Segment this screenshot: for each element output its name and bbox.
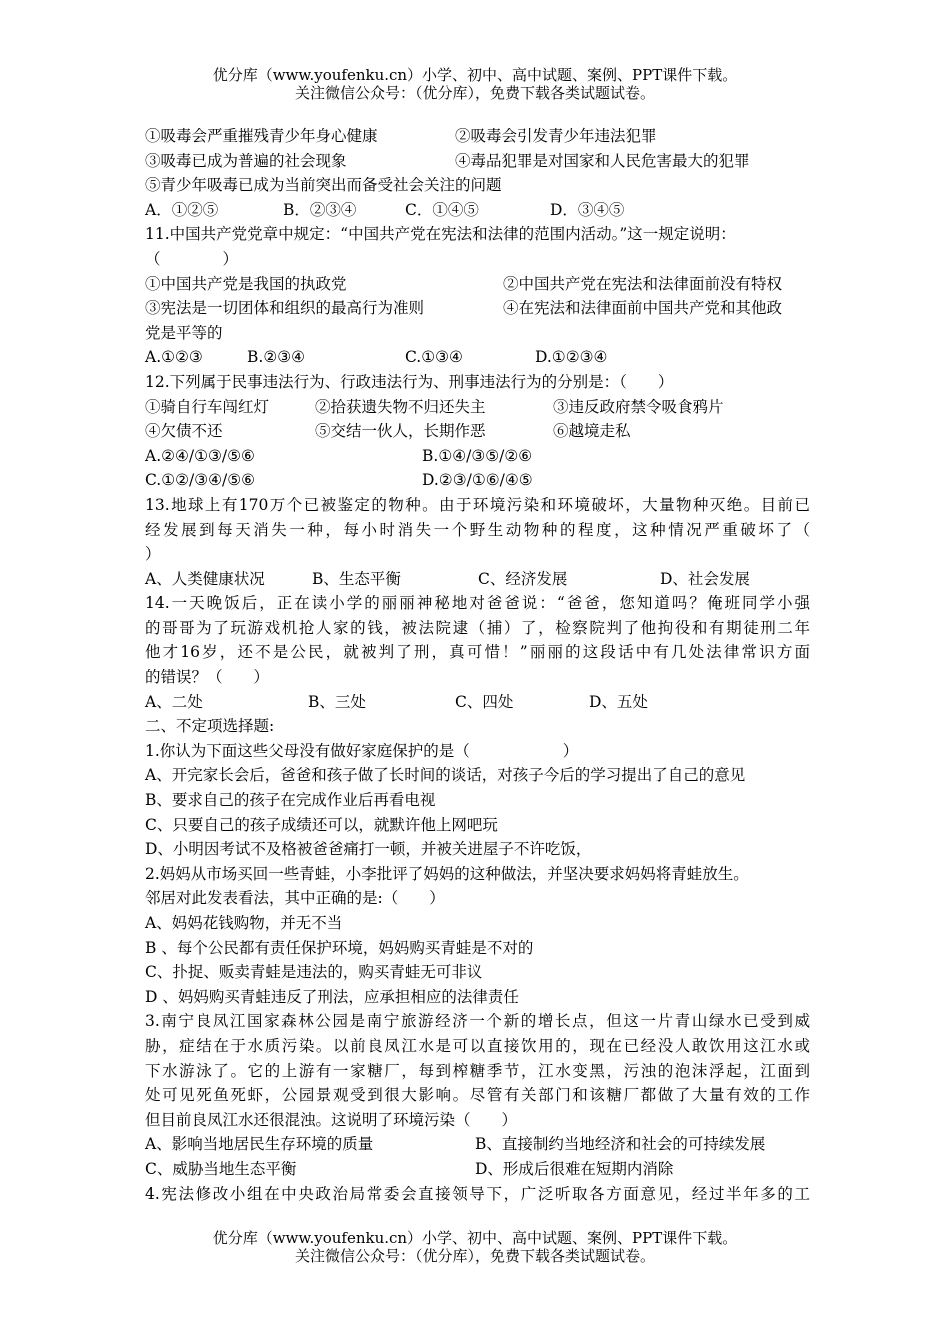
q11-option-4-cont: 党是平等的 — [145, 323, 223, 342]
q10-option-5: ⑤青少年吸毒已成为当前突出而备受社会关注的问题 — [145, 176, 502, 195]
q10-option-4: ④毒品犯罪是对国家和人民危害最大的犯罪 — [455, 151, 750, 170]
q13-stem-line-3: ） — [145, 545, 161, 564]
q10-answers — [145, 198, 810, 223]
s2-q1-option-b: B、要求自己的孩子在完成作业后再看电视 — [145, 791, 436, 810]
q13-answers — [145, 567, 810, 592]
q11-option-4: ④在宪法和法律面前中国共产党和其他政 — [503, 299, 783, 318]
document-body — [145, 124, 810, 1206]
q14-answer-d: D、五处 — [589, 692, 648, 711]
s2-q1-option-d: D、小明因考试不及格被爸爸痛打一顿，并被关进屋子不许吃饭， — [145, 840, 592, 859]
q14-answer-a: A、二处 — [145, 692, 203, 711]
footer-line-2: 关注微信公众号：（优分库），免费下载各类试题试卷。 — [294, 1247, 655, 1265]
q14-stem-line-2: 的哥哥为了玩游戏机抢人家的钱，被法院逮（捕）了，检察院判了他拘役和有期徒刑二年 — [145, 618, 810, 637]
s2-q1-option-a: A、开完家长会后，爸爸和孩子做了长时间的谈话，对孩子今后的学习提出了自己的意见 — [145, 766, 746, 785]
q10-answer-b: B．②③④ — [283, 200, 357, 219]
q11-option-3: ③宪法是一切团体和组织的最高行为准则 — [145, 299, 425, 318]
q11-answer-c: C.①③④ — [405, 348, 463, 367]
s2-q3-stem-line-4: 处可见死鱼死虾，公园景观受到很大影响。尽管有关部门和该糖厂都做了大量有效的工作 — [145, 1086, 810, 1105]
q12-answer-a: A.②④/①③/⑤⑥ — [145, 446, 255, 465]
q12-options-row-2 — [145, 419, 810, 444]
page-footer — [0, 1229, 950, 1265]
s2-q3-stem-line-2: 胁，症结在于水质污染。以前良凤江水是可以直接饮用的，现在已经没人敢饮用这江水或 — [145, 1036, 810, 1055]
footer-line-1: 优分库（www.youfenku.cn）小学、初中、高中试题、案例、PPT课件下载。 — [212, 1229, 738, 1247]
s2-q4-stem-line-1: 4.宪法修改小组在中央政治局常委会直接领导下，广泛听取各方面意见，经过半年多的工 — [145, 1184, 810, 1203]
q14-stem-line-3: 他才16岁，还不是公民，就被判了刑，真可惜！”丽丽的这段话中有几处法律常识方面 — [145, 643, 810, 662]
q13-answer-a: A、人类健康状况 — [145, 569, 265, 588]
q14-answer-c: C、四处 — [455, 692, 514, 711]
header-line-1: 优分库（www.youfenku.cn）小学、初中、高中试题、案例、PPT课件下载。 — [212, 66, 738, 84]
q13-stem-line-2: 经发展到每天消失一种，每小时消失一个野生动物种的程度，这种情况严重破坏了（ — [145, 520, 810, 539]
s2-q3-options-row-2 — [145, 1157, 810, 1182]
q14-answer-b: B、三处 — [308, 692, 366, 711]
section-2-title: 二、不定项选择题: — [145, 717, 275, 736]
q10-options-row-2 — [145, 149, 810, 174]
q12-option-2: ②拾获遗失物不归还失主 — [315, 397, 486, 416]
q10-answer-d: D．③④⑤ — [550, 200, 625, 219]
q11-answer-b: B.②③④ — [247, 348, 306, 367]
q11-answer-d: D.①②③④ — [535, 348, 608, 367]
q10-option-2: ②吸毒会引发青少年违法犯罪 — [455, 127, 657, 145]
s2-q2-option-b: B 、每个公民都有责任保护环境，妈妈购买青蛙是不对的 — [145, 938, 534, 957]
s2-q2-option-a: A、妈妈花钱购物，并无不当 — [145, 914, 343, 932]
q12-answer-b: B.①④/③⑤/②⑥ — [422, 446, 533, 465]
q12-answers-row-1 — [145, 444, 810, 469]
header-line-2: 关注微信公众号：（优分库），免费下载各类试题试卷。 — [294, 84, 655, 102]
q12-option-1: ①骑自行车闯红灯 — [145, 397, 270, 416]
s2-q1-option-c: C、只要自己的孩子成绩还可以，就默许他上网吧玩 — [145, 815, 498, 834]
q11-option-1: ①中国共产党是我国的执政党 — [145, 274, 347, 293]
s2-q2-stem-line-2: 邻居对此发表看法，其中正确的是:（ ） — [145, 889, 445, 908]
q13-answer-d: D、社会发展 — [660, 569, 750, 588]
q11-answer-a: A.①②③ — [145, 348, 203, 367]
s2-q2-stem-line-1: 2.妈妈从市场买回一些青蛙，小李批评了妈妈的这种做法，并坚决要求妈妈将青蛙放生。 — [145, 864, 749, 883]
s2-q3-stem-line-3: 下水游泳了。它的上游有一家糖厂，每到榨糖季节，江水变黑，污浊的泡沫浮起，江面到 — [145, 1061, 810, 1080]
s2-q3-option-c: C、威胁当地生态平衡 — [145, 1159, 297, 1178]
s2-q3-stem-line-5: 但目前良凤江水还很混浊。这说明了环境污染（ ） — [145, 1110, 518, 1129]
q11-options-row-2 — [145, 296, 810, 321]
q12-answer-c: C.①②/③④/⑤⑥ — [145, 471, 256, 490]
q10-option-1: ①吸毒会严重摧残青少年身心健康 — [145, 127, 378, 145]
s2-q3-option-b: B、直接制约当地经济和社会的可持续发展 — [475, 1135, 766, 1154]
s2-q3-option-d: D、形成后很难在短期内消除 — [475, 1159, 674, 1178]
s2-q3-option-a: A、影响当地居民生存环境的质量 — [145, 1135, 374, 1154]
q11-answers — [145, 345, 810, 370]
s2-q3-stem-line-1: 3.南宁良凤江国家森林公园是南宁旅游经济一个新的增长点，但这一片青山绿水已受到威 — [145, 1012, 810, 1031]
q10-answer-a: A．①②⑤ — [145, 200, 219, 219]
q12-answers-row-2 — [145, 468, 810, 493]
q14-stem-line-1: 14.一天晚饭后，正在读小学的丽丽神秘地对爸爸说：“爸爸，您知道吗？俺班同学小强 — [145, 594, 810, 613]
s2-q2-option-d: D 、妈妈购买青蛙违反了刑法，应承担相应的法律责任 — [145, 987, 519, 1006]
q12-option-4: ④欠债不还 — [145, 422, 223, 441]
q11-options-row-1 — [145, 272, 810, 297]
q12-options-row-1 — [145, 395, 810, 420]
s2-q2-option-c: C、扑捉、贩卖青蛙是违法的，购买青蛙无可非议 — [145, 963, 483, 982]
q12-answer-d: D.②③/①⑥/④⑤ — [422, 471, 533, 490]
q12-stem: 12.下列属于民事违法行为、行政违法行为、刑事违法行为的分别是：（ ） — [145, 372, 674, 391]
s2-q3-options-row-1 — [145, 1132, 810, 1157]
q12-option-6: ⑥越境走私 — [553, 422, 631, 441]
q11-stem-line-1: 11.中国共产党党章中规定：“中国共产党在宪法和法律的范围内活动。”这一规定说明： — [145, 225, 736, 244]
q10-options-row-1 — [145, 124, 810, 149]
page-header — [0, 66, 950, 102]
q11-stem-line-2: （ ） — [145, 249, 239, 268]
q14-answers — [145, 690, 810, 715]
q14-stem-line-4: 的错误？（ ） — [145, 668, 270, 687]
q12-option-5: ⑤交结一伙人，长期作恶 — [315, 422, 486, 441]
q13-stem-line-1: 13.地球上有170万个已被鉴定的物种。由于环境污染和环境破坏，大量物种灭绝。目前已 — [145, 495, 810, 514]
s2-q1-stem: 1.你认为下面这些父母没有做好家庭保护的是（ ） — [145, 741, 579, 760]
q12-option-3: ③违反政府禁令吸食鸦片 — [553, 397, 724, 416]
q11-option-2: ②中国共产党在宪法和法律面前没有特权 — [503, 274, 783, 293]
q10-answer-c: C．①④⑤ — [405, 200, 479, 219]
q13-answer-c: C、经济发展 — [478, 569, 568, 588]
q13-answer-b: B、生态平衡 — [312, 569, 401, 588]
q10-option-3: ③吸毒已成为普遍的社会现象 — [145, 151, 347, 170]
